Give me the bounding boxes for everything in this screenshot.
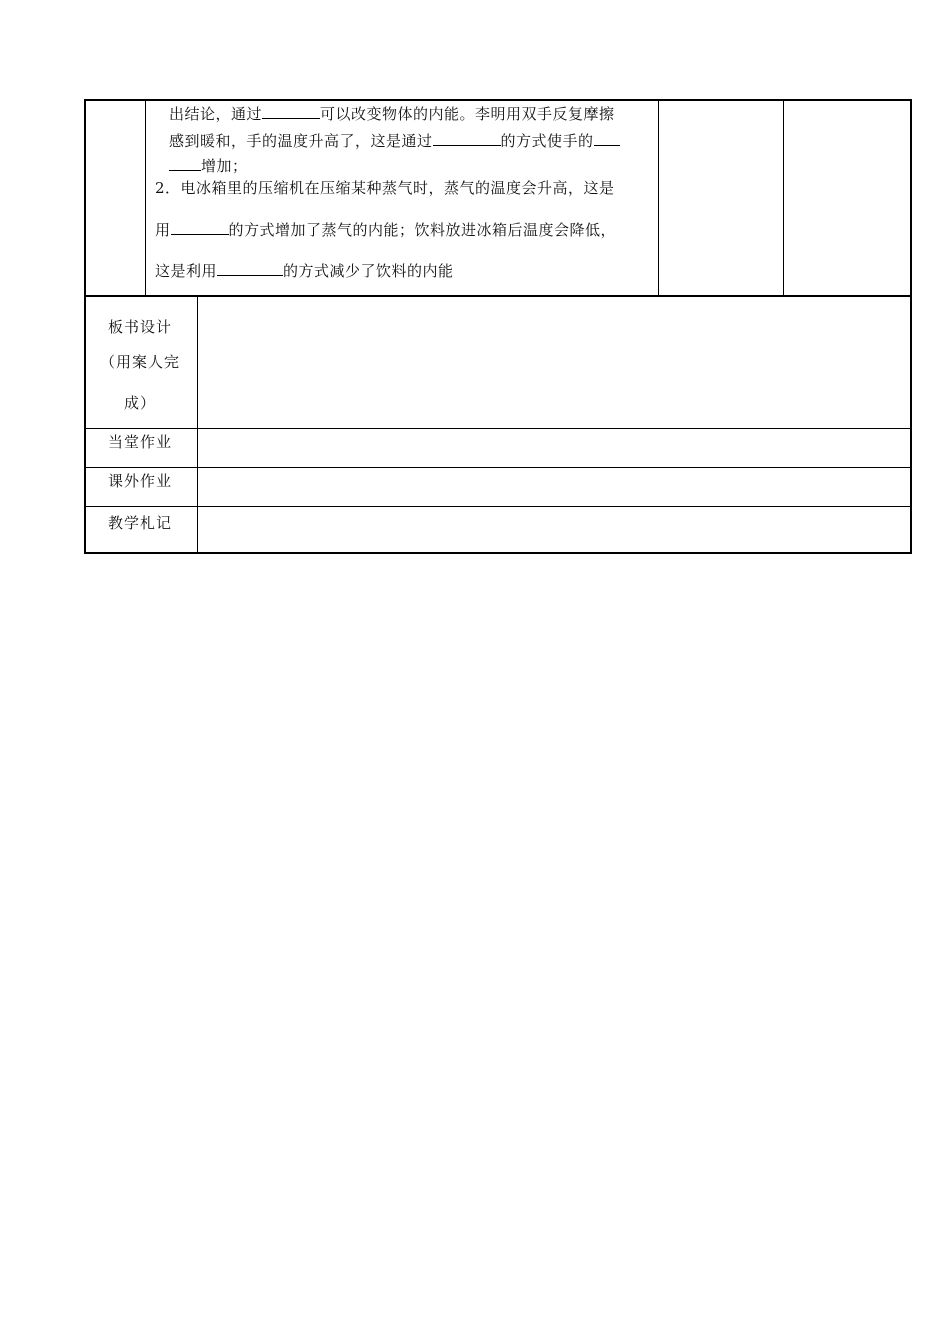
table-divider (84, 428, 912, 429)
table-divider (197, 296, 198, 554)
exercise-line: 2．电冰箱里的压缩机在压缩某种蒸气时，蒸气的温度会升高，这是 (155, 179, 615, 197)
answer-blank (169, 156, 201, 171)
exercise-line: 增加； (169, 156, 248, 175)
board-design-label: （用案人完 (100, 353, 181, 371)
answer-blank (594, 131, 620, 146)
board-design-label: 成） (124, 394, 157, 412)
answer-blank (217, 261, 283, 276)
table-divider (145, 99, 146, 296)
class-homework-label: 当堂作业 (108, 433, 173, 451)
table-divider (84, 467, 912, 468)
answer-blank (262, 104, 320, 119)
exercise-line: 这是利用 的方式减少了饮料的内能 (155, 262, 454, 280)
table-divider (84, 506, 912, 507)
table-divider (84, 295, 912, 297)
exercise-line: 出结论，通过 可以改变物体的内能。李明用双手反复摩擦 (169, 105, 615, 123)
teaching-notes-label: 教学札记 (108, 514, 173, 532)
exercise-line: 用 的方式增加了蒸气的内能；饮料放进冰箱后温度会降低， (155, 221, 617, 239)
exercise-line: 感到暖和，手的温度升高了，这是通过 的方式使手的 (169, 131, 620, 150)
table-divider (783, 99, 784, 296)
table-divider (658, 99, 659, 296)
answer-blank (433, 131, 501, 146)
answer-blank (171, 220, 229, 235)
after-class-homework-label: 课外作业 (108, 472, 173, 490)
board-design-label: 板书设计 (108, 318, 173, 336)
